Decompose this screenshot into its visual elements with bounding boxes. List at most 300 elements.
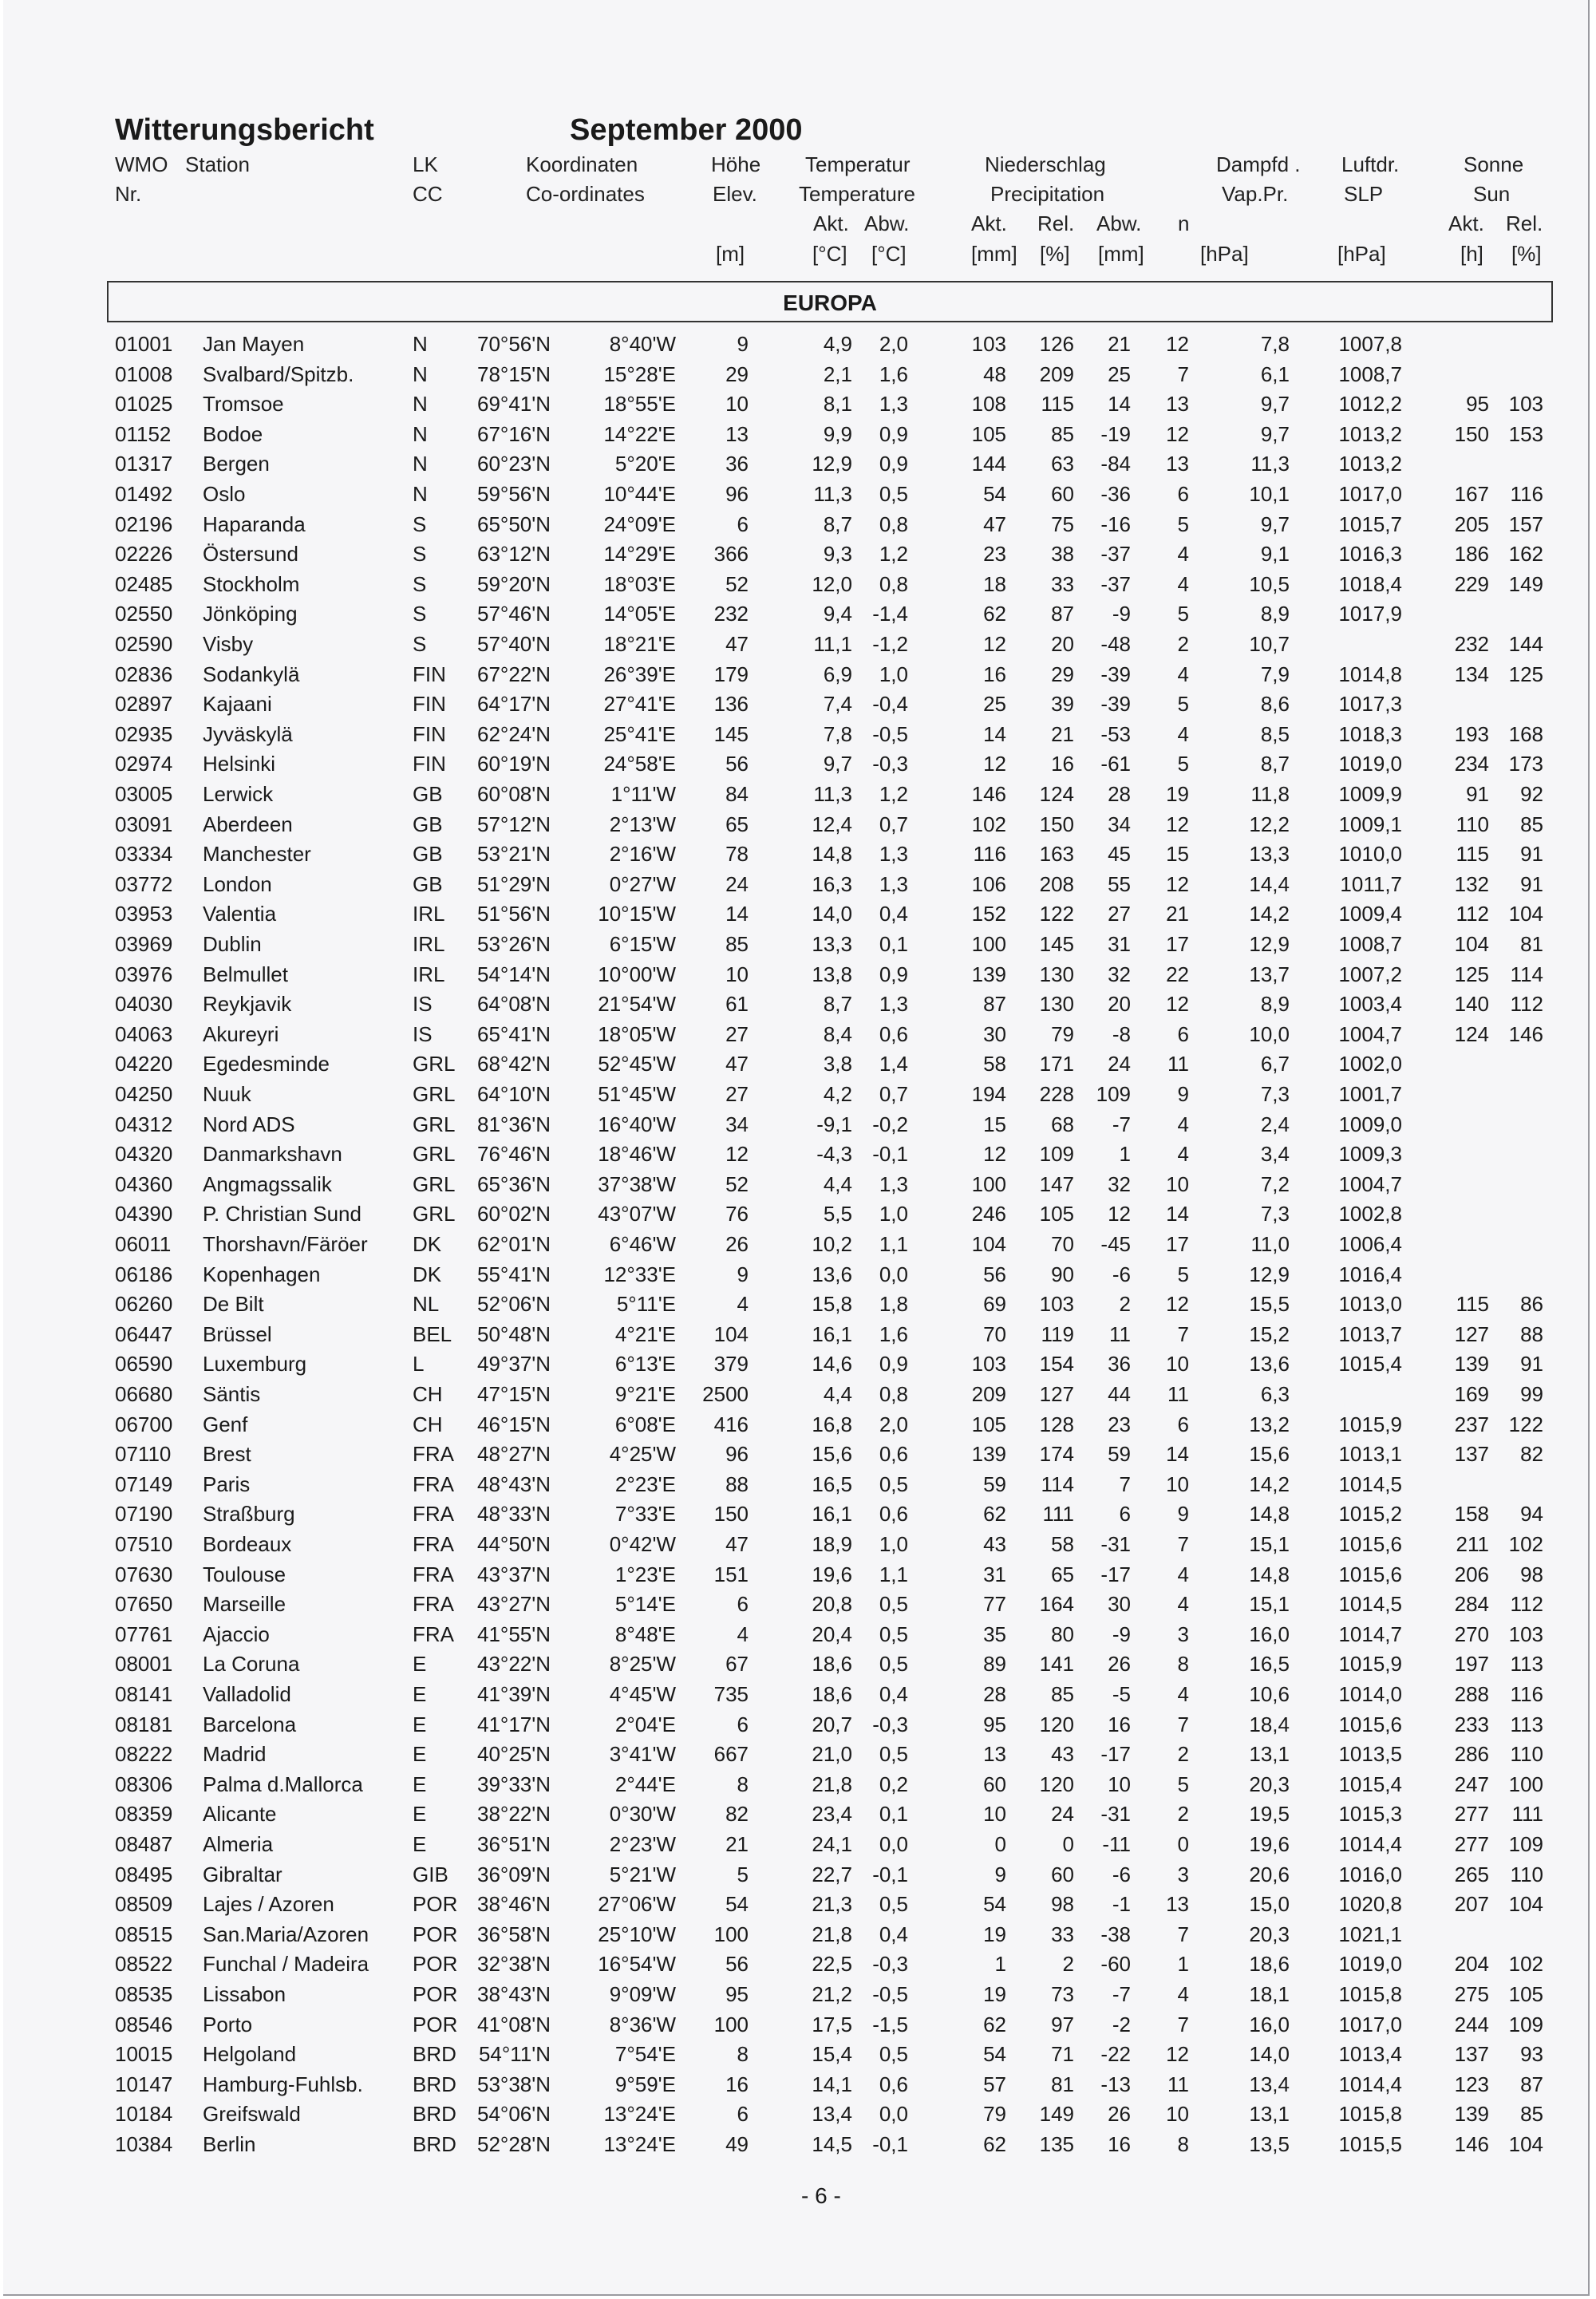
longitude-cell: 6°08'E <box>614 1412 676 1436</box>
table-row <box>3 989 1588 1019</box>
table-row <box>3 359 1588 389</box>
table-row <box>3 1709 1588 1740</box>
vapour-pressure-cell: 20,6 <box>1249 1862 1290 1886</box>
temperature-deviation-cell: 1,0 <box>879 1532 908 1556</box>
temperature-actual-cell: 24,1 <box>812 1832 852 1856</box>
precipitation-days-cell: 15 <box>1166 842 1189 867</box>
latitude-cell: 68°42'N <box>477 1052 551 1076</box>
unit-sun-rel: [%] <box>1511 242 1542 266</box>
temperature-deviation-cell: 1,1 <box>879 1562 908 1586</box>
precipitation-deviation-cell: 16 <box>1108 2132 1131 2156</box>
station-name-cell: Haparanda <box>203 512 306 536</box>
vapour-pressure-cell: 13,6 <box>1249 1352 1290 1377</box>
precipitation-relative-cell: 163 <box>1039 842 1074 867</box>
temperature-actual-cell: 5,5 <box>823 1202 852 1227</box>
longitude-cell: 1°23'E <box>614 1562 676 1586</box>
precipitation-actual-cell: 104 <box>971 1232 1006 1256</box>
latitude-cell: 64°10'N <box>477 1082 551 1106</box>
precipitation-deviation-cell: -9 <box>1112 602 1131 626</box>
elevation-cell: 56 <box>725 1952 749 1977</box>
precipitation-relative-cell: 105 <box>1039 1202 1074 1227</box>
sunshine-relative-cell: 109 <box>1508 1832 1543 1856</box>
precipitation-deviation-cell: -9 <box>1112 1622 1131 1646</box>
header-elev: Elev. <box>713 182 757 206</box>
sunshine-hours-cell: 139 <box>1454 1352 1489 1377</box>
precipitation-deviation-cell: -84 <box>1100 452 1131 476</box>
table-row <box>3 1349 1588 1379</box>
header-temperature-en: Temperature <box>799 182 915 206</box>
temperature-deviation-cell: -0,1 <box>872 2132 908 2156</box>
country-code-cell: GB <box>413 812 443 836</box>
wmo-number-cell: 10184 <box>115 2102 173 2127</box>
sunshine-relative-cell: 149 <box>1508 571 1543 596</box>
elevation-cell: 27 <box>725 1082 749 1106</box>
wmo-number-cell: 07110 <box>115 1442 172 1467</box>
precipitation-days-cell: 2 <box>1177 632 1189 656</box>
air-pressure-cell: 1015,9 <box>1338 1412 1402 1436</box>
precipitation-relative-cell: 21 <box>1051 721 1074 746</box>
vapour-pressure-cell: 18,1 <box>1249 1982 1290 2006</box>
table-row <box>3 719 1588 749</box>
longitude-cell: 10°15'W <box>598 902 676 926</box>
table-row <box>3 1559 1588 1590</box>
precipitation-days-cell: 12 <box>1166 871 1189 896</box>
longitude-cell: 12°33'E <box>603 1262 676 1286</box>
precipitation-days-cell: 4 <box>1177 662 1189 686</box>
precipitation-actual-cell: 58 <box>983 1052 1006 1076</box>
station-name-cell: Barcelona <box>203 1712 297 1736</box>
air-pressure-cell: 1003,4 <box>1338 992 1402 1017</box>
sunshine-relative-cell: 153 <box>1508 421 1543 446</box>
precipitation-relative-cell: 122 <box>1039 902 1074 926</box>
temperature-deviation-cell: 0,1 <box>879 932 908 956</box>
precipitation-actual-cell: 35 <box>983 1622 1006 1646</box>
vapour-pressure-cell: 6,1 <box>1260 361 1290 386</box>
station-name-cell: Aberdeen <box>203 812 293 836</box>
temperature-deviation-cell: 0,9 <box>879 962 908 986</box>
sunshine-hours-cell: 137 <box>1454 2042 1489 2067</box>
elevation-cell: 85 <box>725 932 749 956</box>
sunshine-hours-cell: 124 <box>1454 1021 1489 1046</box>
station-name-cell: Genf <box>203 1412 248 1436</box>
precipitation-actual-cell: 30 <box>983 1021 1006 1046</box>
precipitation-deviation-cell: 2 <box>1119 1292 1131 1317</box>
precipitation-days-cell: 12 <box>1166 1292 1189 1317</box>
country-code-cell: FIN <box>413 752 446 776</box>
precipitation-relative-cell: 70 <box>1051 1232 1074 1256</box>
station-name-cell: Berlin <box>203 2132 256 2156</box>
latitude-cell: 60°19'N <box>477 752 551 776</box>
temperature-deviation-cell: 1,2 <box>879 782 908 806</box>
vapour-pressure-cell: 11,0 <box>1250 1232 1290 1256</box>
precipitation-actual-cell: 139 <box>971 1442 1006 1467</box>
temperature-actual-cell: 21,3 <box>812 1892 852 1917</box>
table-row <box>3 1409 1588 1440</box>
temperature-deviation-cell: 1,3 <box>879 871 908 896</box>
temperature-deviation-cell: -1,2 <box>872 632 908 656</box>
sunshine-hours-cell: 134 <box>1454 662 1489 686</box>
precipitation-days-cell: 10 <box>1166 1171 1189 1196</box>
vapour-pressure-cell: 13,7 <box>1249 962 1290 986</box>
precipitation-actual-cell: 13 <box>983 1742 1006 1767</box>
elevation-cell: 4 <box>737 1292 749 1317</box>
temperature-actual-cell: 13,4 <box>812 2102 852 2127</box>
wmo-number-cell: 06590 <box>115 1352 173 1377</box>
precipitation-relative-cell: 58 <box>1051 1532 1074 1556</box>
longitude-cell: 8°25'W <box>609 1652 676 1677</box>
precipitation-actual-cell: 108 <box>971 392 1006 417</box>
document-title: Witterungsbericht <box>115 113 374 147</box>
country-code-cell: IRL <box>413 962 445 986</box>
sunshine-hours-cell: 284 <box>1454 1592 1489 1617</box>
station-name-cell: Brüssel <box>203 1321 272 1346</box>
air-pressure-cell: 1015,5 <box>1338 2132 1402 2156</box>
precipitation-days-cell: 9 <box>1177 1082 1189 1106</box>
sunshine-relative-cell: 146 <box>1508 1021 1543 1046</box>
table-row <box>3 329 1588 359</box>
station-name-cell: Ajaccio <box>203 1622 270 1646</box>
wmo-number-cell: 08495 <box>115 1862 173 1886</box>
longitude-cell: 13°24'E <box>603 2102 676 2127</box>
precipitation-actual-cell: 54 <box>983 482 1006 506</box>
elevation-cell: 36 <box>725 452 749 476</box>
temperature-actual-cell: 13,6 <box>812 1262 852 1286</box>
station-name-cell: Jönköping <box>203 602 298 626</box>
precipitation-deviation-cell: 34 <box>1108 812 1131 836</box>
precipitation-relative-cell: 135 <box>1039 2132 1074 2156</box>
sunshine-hours-cell: 137 <box>1454 1442 1489 1467</box>
sunshine-relative-cell: 125 <box>1508 662 1543 686</box>
latitude-cell: 44°50'N <box>477 1532 551 1556</box>
precipitation-deviation-cell: 28 <box>1108 782 1131 806</box>
wmo-number-cell: 08359 <box>115 1802 173 1827</box>
table-row <box>3 1469 1588 1499</box>
precipitation-deviation-cell: 32 <box>1108 1171 1131 1196</box>
elevation-cell: 47 <box>725 1532 749 1556</box>
precipitation-actual-cell: 209 <box>971 1382 1006 1406</box>
header-precip-n: n <box>1178 211 1190 235</box>
air-pressure-cell: 1013,0 <box>1338 1292 1402 1317</box>
unit-temp-abw: [°C] <box>871 242 907 266</box>
sunshine-hours-cell: 197 <box>1454 1652 1489 1677</box>
precipitation-deviation-cell: -53 <box>1100 721 1131 746</box>
country-code-cell: DK <box>413 1262 442 1286</box>
precipitation-deviation-cell: 1 <box>1119 1142 1131 1167</box>
elevation-cell: 145 <box>713 721 749 746</box>
station-name-cell: Nuuk <box>203 1082 251 1106</box>
table-row <box>3 569 1588 599</box>
precipitation-actual-cell: 89 <box>983 1652 1006 1677</box>
elevation-cell: 34 <box>725 1112 749 1136</box>
station-name-cell: Reykjavik <box>203 992 292 1017</box>
precipitation-days-cell: 13 <box>1166 452 1189 476</box>
sunshine-hours-cell: 211 <box>1456 1532 1489 1556</box>
country-code-cell: GB <box>413 782 443 806</box>
precipitation-deviation-cell: -5 <box>1112 1682 1131 1706</box>
air-pressure-cell: 1015,9 <box>1338 1652 1402 1677</box>
sunshine-relative-cell: 93 <box>1520 2042 1543 2067</box>
precipitation-deviation-cell: 31 <box>1108 932 1131 956</box>
precipitation-relative-cell: 111 <box>1042 1502 1074 1527</box>
precipitation-actual-cell: 60 <box>983 1772 1006 1796</box>
precipitation-actual-cell: 12 <box>983 1142 1006 1167</box>
longitude-cell: 2°23'E <box>614 1471 676 1496</box>
precipitation-deviation-cell: 26 <box>1108 1652 1131 1677</box>
precipitation-relative-cell: 97 <box>1051 2012 1074 2036</box>
temperature-actual-cell: 12,4 <box>812 812 852 836</box>
temperature-actual-cell: 19,6 <box>812 1562 852 1586</box>
vapour-pressure-cell: 11,8 <box>1250 782 1290 806</box>
temperature-actual-cell: 8,7 <box>823 992 852 1017</box>
sunshine-relative-cell: 104 <box>1508 902 1543 926</box>
latitude-cell: 65°36'N <box>477 1171 551 1196</box>
sunshine-relative-cell: 111 <box>1511 1802 1543 1827</box>
vapour-pressure-cell: 14,0 <box>1249 2042 1290 2067</box>
precipitation-relative-cell: 147 <box>1039 1171 1074 1196</box>
country-code-cell: E <box>413 1772 427 1796</box>
temperature-actual-cell: 22,7 <box>812 1862 852 1886</box>
vapour-pressure-cell: 13,4 <box>1249 2072 1290 2096</box>
longitude-cell: 5°21'W <box>609 1862 676 1886</box>
country-code-cell: BRD <box>413 2072 456 2096</box>
air-pressure-cell: 1008,7 <box>1338 932 1402 956</box>
vapour-pressure-cell: 13,1 <box>1249 1742 1290 1767</box>
precipitation-days-cell: 9 <box>1177 1502 1189 1527</box>
table-row <box>3 1439 1588 1469</box>
wmo-number-cell: 03772 <box>115 871 173 896</box>
station-name-cell: Valladolid <box>203 1682 291 1706</box>
temperature-actual-cell: 20,7 <box>812 1712 852 1736</box>
header-precipitation: Niederschlag <box>985 152 1106 176</box>
latitude-cell: 55°41'N <box>477 1262 551 1286</box>
elevation-cell: 100 <box>713 1922 749 1946</box>
precipitation-days-cell: 6 <box>1177 1021 1189 1046</box>
wmo-number-cell: 02226 <box>115 542 173 567</box>
country-code-cell: E <box>413 1742 427 1767</box>
air-pressure-cell: 1014,4 <box>1338 1832 1402 1856</box>
precipitation-deviation-cell: -17 <box>1100 1742 1131 1767</box>
station-name-cell: Luxemburg <box>203 1352 307 1377</box>
longitude-cell: 15°28'E <box>603 361 676 386</box>
wmo-number-cell: 06186 <box>115 1262 173 1286</box>
sunshine-hours-cell: 286 <box>1454 1742 1489 1767</box>
air-pressure-cell: 1015,8 <box>1338 2102 1402 2127</box>
temperature-actual-cell: 15,4 <box>812 2042 852 2067</box>
air-pressure-cell: 1014,5 <box>1338 1471 1402 1496</box>
precipitation-actual-cell: 16 <box>983 662 1006 686</box>
table-row <box>3 1199 1588 1229</box>
country-code-cell: GRL <box>413 1142 456 1167</box>
country-code-cell: IRL <box>413 902 445 926</box>
wmo-number-cell: 03091 <box>115 812 173 836</box>
temperature-actual-cell: 2,1 <box>823 361 852 386</box>
sunshine-hours-cell: 229 <box>1454 571 1489 596</box>
latitude-cell: 59°20'N <box>477 571 551 596</box>
elevation-cell: 56 <box>725 752 749 776</box>
air-pressure-cell: 1017,3 <box>1338 692 1402 717</box>
precipitation-relative-cell: 120 <box>1039 1772 1074 1796</box>
sunshine-hours-cell: 288 <box>1454 1682 1489 1706</box>
country-code-cell: FIN <box>413 662 446 686</box>
latitude-cell: 48°43'N <box>477 1471 551 1496</box>
precipitation-relative-cell: 145 <box>1039 932 1074 956</box>
air-pressure-cell: 1013,1 <box>1338 1442 1402 1467</box>
wmo-number-cell: 04250 <box>115 1082 173 1106</box>
precipitation-deviation-cell: -6 <box>1112 1862 1131 1886</box>
longitude-cell: 2°16'W <box>609 842 676 867</box>
table-row <box>3 1259 1588 1290</box>
precipitation-days-cell: 6 <box>1177 482 1189 506</box>
precipitation-actual-cell: 246 <box>971 1202 1006 1227</box>
country-code-cell: E <box>413 1682 427 1706</box>
temperature-deviation-cell: 0,5 <box>879 1592 908 1617</box>
sunshine-hours-cell: 95 <box>1466 392 1489 417</box>
station-name-cell: P. Christian Sund <box>203 1202 361 1227</box>
sunshine-hours-cell: 193 <box>1454 721 1489 746</box>
wmo-number-cell: 08306 <box>115 1772 173 1796</box>
vapour-pressure-cell: 15,1 <box>1249 1532 1290 1556</box>
temperature-actual-cell: -4,3 <box>816 1142 852 1167</box>
temperature-actual-cell: 21,0 <box>812 1742 852 1767</box>
temperature-deviation-cell: 1,2 <box>879 542 908 567</box>
unit-precip-rel: [%] <box>1040 242 1070 266</box>
precipitation-relative-cell: 154 <box>1039 1352 1074 1377</box>
latitude-cell: 63°12'N <box>477 542 551 567</box>
wmo-number-cell: 03969 <box>115 932 173 956</box>
precipitation-deviation-cell: 44 <box>1108 1382 1131 1406</box>
longitude-cell: 24°58'E <box>603 752 676 776</box>
country-code-cell: FRA <box>413 1592 454 1617</box>
longitude-cell: 2°44'E <box>614 1772 676 1796</box>
precipitation-relative-cell: 208 <box>1039 871 1074 896</box>
air-pressure-cell: 1002,8 <box>1338 1202 1402 1227</box>
sunshine-relative-cell: 104 <box>1508 2132 1543 2156</box>
temperature-deviation-cell: 0,5 <box>879 1742 908 1767</box>
header-precip-akt: Akt. <box>971 211 1007 235</box>
sunshine-hours-cell: 237 <box>1454 1412 1489 1436</box>
sunshine-relative-cell: 110 <box>1510 1862 1543 1886</box>
table-row <box>3 1619 1588 1649</box>
sunshine-hours-cell: 244 <box>1454 2012 1489 2036</box>
precipitation-days-cell: 11 <box>1167 2072 1189 2096</box>
elevation-cell: 150 <box>713 1502 749 1527</box>
temperature-actual-cell: 20,4 <box>812 1622 852 1646</box>
temperature-actual-cell: 13,3 <box>812 932 852 956</box>
country-code-cell: POR <box>413 1922 458 1946</box>
precipitation-actual-cell: 48 <box>983 361 1006 386</box>
station-name-cell: Lerwick <box>203 782 274 806</box>
temperature-actual-cell: 8,4 <box>823 1021 852 1046</box>
precipitation-actual-cell: 87 <box>983 992 1006 1017</box>
station-name-cell: Hamburg-Fuhlsb. <box>203 2072 363 2096</box>
wmo-number-cell: 02590 <box>115 632 173 656</box>
latitude-cell: 60°08'N <box>477 782 551 806</box>
precipitation-relative-cell: 209 <box>1039 361 1074 386</box>
latitude-cell: 43°22'N <box>477 1652 551 1677</box>
elevation-cell: 6 <box>737 1712 749 1736</box>
temperature-deviation-cell: 0,2 <box>879 1772 908 1796</box>
wmo-number-cell: 06260 <box>115 1292 173 1317</box>
wmo-number-cell: 02196 <box>115 512 173 536</box>
table-row <box>3 869 1588 899</box>
precipitation-relative-cell: 73 <box>1051 1982 1074 2006</box>
wmo-number-cell: 08509 <box>115 1892 173 1917</box>
country-code-cell: IS <box>413 1021 433 1046</box>
precipitation-relative-cell: 90 <box>1051 1262 1074 1286</box>
precipitation-deviation-cell: -16 <box>1100 512 1131 536</box>
wmo-number-cell: 08487 <box>115 1832 173 1856</box>
temperature-deviation-cell: 0,7 <box>879 812 908 836</box>
air-pressure-cell: 1013,4 <box>1338 2042 1402 2067</box>
longitude-cell: 14°29'E <box>603 542 676 567</box>
longitude-cell: 21°54'W <box>598 992 676 1017</box>
longitude-cell: 6°13'E <box>614 1352 676 1377</box>
precipitation-days-cell: 12 <box>1166 332 1189 356</box>
header-temp-abw: Abw. <box>864 211 910 235</box>
station-name-cell: Funchal / Madeira <box>203 1952 369 1977</box>
station-name-cell: Almeria <box>203 1832 274 1856</box>
vapour-pressure-cell: 8,9 <box>1260 992 1290 1017</box>
country-code-cell: S <box>413 571 427 596</box>
precipitation-days-cell: 7 <box>1177 1321 1189 1346</box>
precipitation-actual-cell: 79 <box>983 2102 1006 2127</box>
precipitation-actual-cell: 106 <box>971 871 1006 896</box>
sunshine-relative-cell: 92 <box>1520 782 1543 806</box>
table-row <box>3 929 1588 959</box>
precipitation-days-cell: 13 <box>1166 392 1189 417</box>
wmo-number-cell: 04220 <box>115 1052 173 1076</box>
vapour-pressure-cell: 9,7 <box>1260 421 1290 446</box>
country-code-cell: GIB <box>413 1862 448 1886</box>
precipitation-actual-cell: 47 <box>983 512 1006 536</box>
air-pressure-cell: 1004,7 <box>1338 1171 1402 1196</box>
temperature-actual-cell: 4,2 <box>823 1082 852 1106</box>
precipitation-relative-cell: 16 <box>1051 752 1074 776</box>
sunshine-hours-cell: 204 <box>1454 1952 1489 1977</box>
air-pressure-cell: 1014,0 <box>1338 1682 1402 1706</box>
precipitation-deviation-cell: -7 <box>1112 1982 1131 2006</box>
air-pressure-cell: 1015,8 <box>1338 1982 1402 2006</box>
temperature-actual-cell: 13,8 <box>812 962 852 986</box>
vapour-pressure-cell: 16,0 <box>1249 2012 1290 2036</box>
longitude-cell: 5°11'E <box>616 1292 676 1317</box>
precipitation-actual-cell: 77 <box>983 1592 1006 1617</box>
precipitation-relative-cell: 150 <box>1039 812 1074 836</box>
sunshine-relative-cell: 82 <box>1520 1442 1543 1467</box>
sunshine-hours-cell: 115 <box>1456 842 1489 867</box>
wmo-number-cell: 07761 <box>115 1622 173 1646</box>
region-heading: EUROPA <box>783 290 877 315</box>
precipitation-relative-cell: 20 <box>1051 632 1074 656</box>
unit-temp-akt: [°C] <box>812 242 847 266</box>
vapour-pressure-cell: 15,5 <box>1249 1292 1290 1317</box>
precipitation-relative-cell: 124 <box>1039 782 1074 806</box>
elevation-cell: 8 <box>737 1772 749 1796</box>
precipitation-actual-cell: 14 <box>983 721 1006 746</box>
latitude-cell: 51°56'N <box>477 902 551 926</box>
temperature-actual-cell: 16,5 <box>812 1471 852 1496</box>
precipitation-actual-cell: 95 <box>983 1712 1006 1736</box>
air-pressure-cell: 1020,8 <box>1338 1892 1402 1917</box>
country-code-cell: E <box>413 1652 427 1677</box>
temperature-actual-cell: 14,1 <box>812 2072 852 2096</box>
temperature-deviation-cell: -0,3 <box>872 1952 908 1977</box>
sunshine-relative-cell: 162 <box>1508 542 1543 567</box>
vapour-pressure-cell: 10,7 <box>1249 632 1290 656</box>
longitude-cell: 0°30'W <box>609 1802 676 1827</box>
latitude-cell: 41°55'N <box>477 1622 551 1646</box>
longitude-cell: 9°59'E <box>614 2072 676 2096</box>
